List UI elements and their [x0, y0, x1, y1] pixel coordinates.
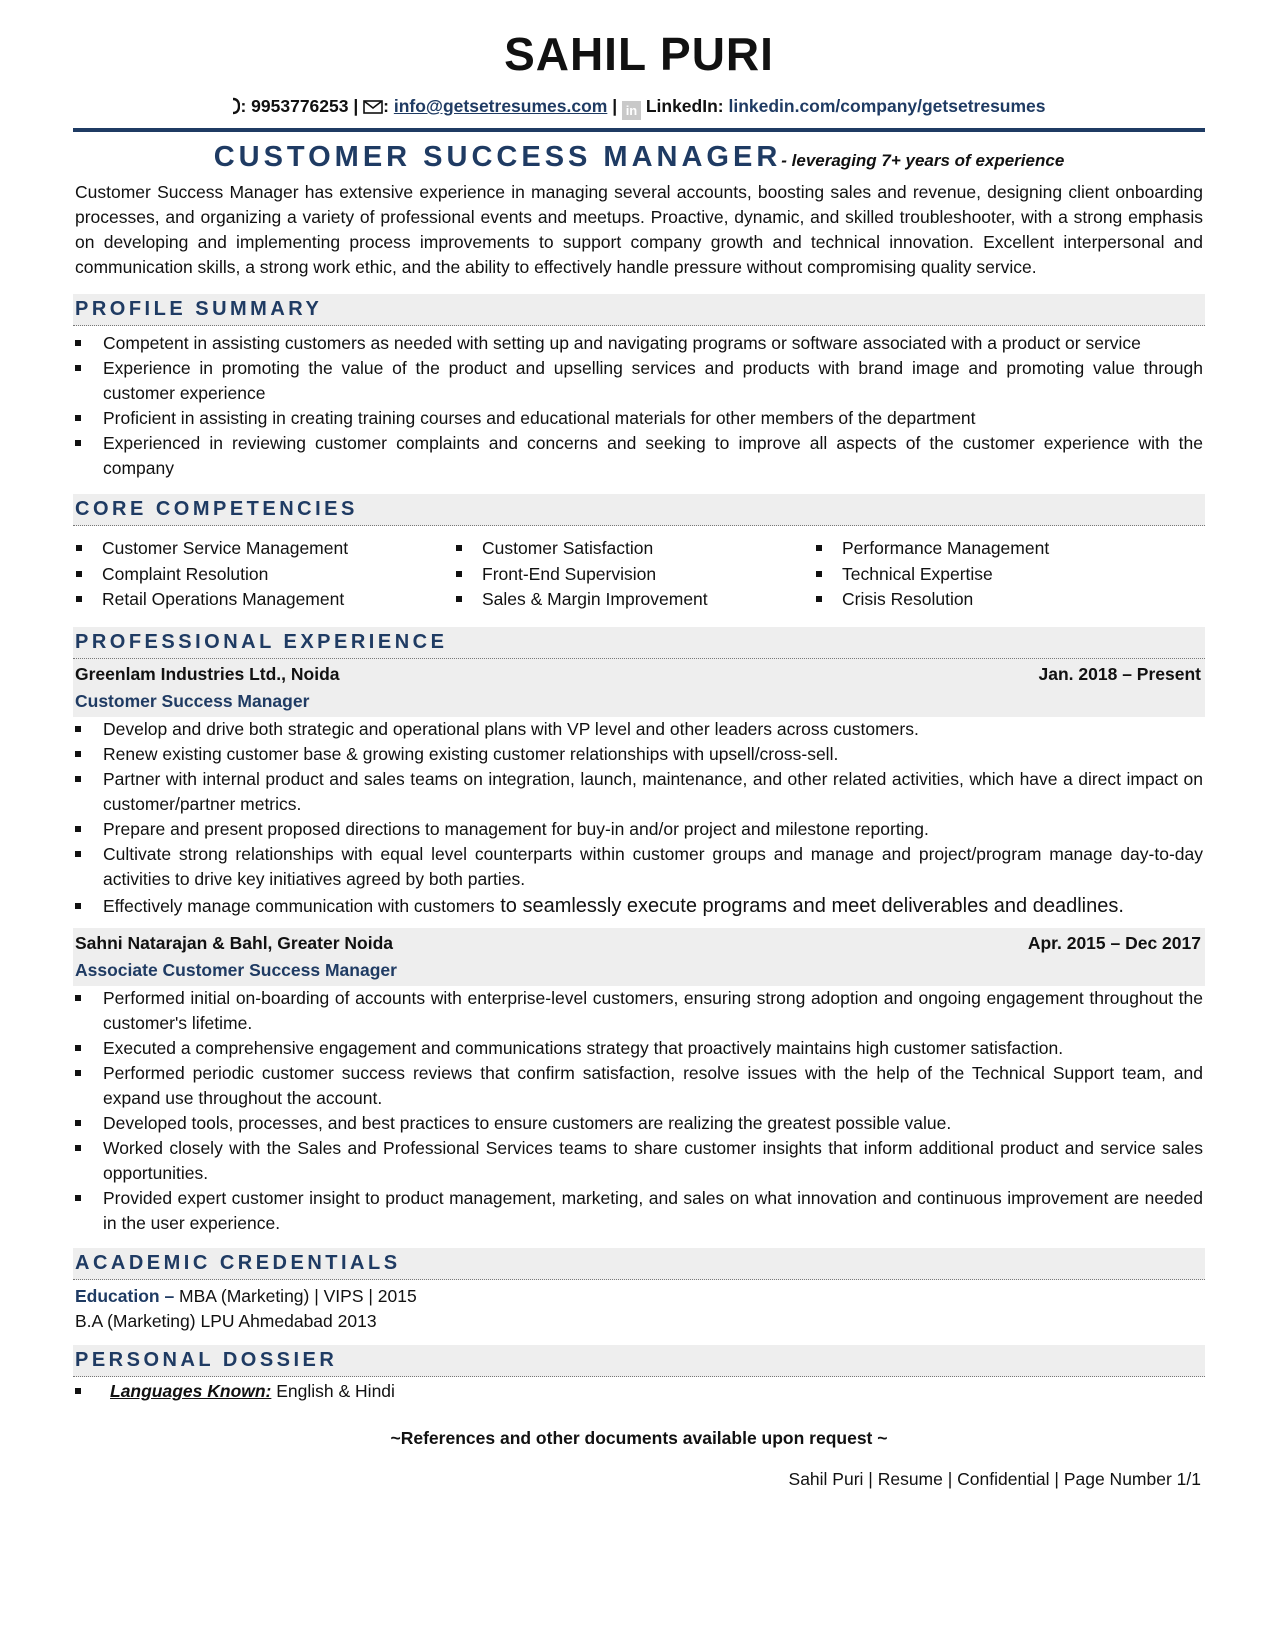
list-item: Experience in promoting the value of the product and upselling services and products with brand image and promoting value through customer experience — [73, 356, 1205, 406]
job-duties — [73, 717, 1205, 919]
education-label: Education – — [75, 1285, 175, 1306]
list-item: Renew existing customer base & growing existing customer relationships with upsell/cross-sell. — [73, 742, 1205, 767]
list-item: Partner with internal product and sales teams on integration, launch, maintenance, and other related activities, which have a direct impact on customer/partner metrics. — [73, 767, 1205, 817]
resume-page — [73, 0, 1205, 1490]
competency-item: Customer Service Management — [73, 536, 453, 562]
languages-label: Languages Known: — [110, 1380, 272, 1401]
list-item: Competent in assisting customers as needed with setting up and navigating programs or software associated with a product or service — [73, 331, 1205, 356]
job-company: Greenlam Industries Ltd., Noida — [75, 663, 340, 684]
section-heading-experience: PROFESSIONAL EXPERIENCE — [73, 627, 1205, 659]
email-link[interactable]: info@getsetresumes.com — [393, 96, 608, 116]
linkedin-label: LinkedIn: — [640, 96, 729, 116]
section-heading-academic: ACADEMIC CREDENTIALS — [73, 1248, 1205, 1280]
email-prefix: : — [383, 96, 394, 116]
competency-item: Performance Management — [813, 536, 1173, 562]
candidate-name: SAHIL PURI — [504, 28, 774, 80]
job-dates: Apr. 2015 – Dec 2017 — [1027, 932, 1201, 953]
list-item — [73, 894, 1205, 919]
list-item — [73, 1379, 1205, 1404]
competencies-grid — [73, 536, 1205, 613]
headline-subtitle: - leveraging 7+ years of experience — [781, 151, 1065, 170]
job-header — [73, 659, 1205, 717]
section-heading-profile: PROFILE SUMMARY — [73, 294, 1205, 326]
job-header — [73, 928, 1205, 986]
job-company-row — [75, 661, 1201, 688]
list-item: Worked closely with the Sales and Professional Services teams to share customer insights that inform additional product and service sales opportunities. — [73, 1136, 1205, 1186]
section-heading-competencies: CORE COMPETENCIES — [73, 494, 1205, 526]
references-note: ~References and other documents available upon request ~ — [390, 1427, 888, 1448]
list-item: Performed initial on-boarding of accounts with enterprise-level customers, ensuring strong adoption and ongoing engagement throughout the customer's lifetime. — [73, 986, 1205, 1036]
linkedin-link[interactable]: linkedin.com/company/getsetresumes — [728, 96, 1046, 116]
phone-number: : 9953776253 — [240, 96, 349, 116]
contact-line — [73, 94, 1205, 118]
envelope-icon — [363, 97, 383, 121]
competency-item: Front-End Supervision — [453, 562, 813, 588]
linkedin-icon: in — [622, 101, 641, 120]
intro-paragraph: Customer Success Manager has extensive experience in managing several accounts, boosting sales and revenue, designing client onboarding processes, and organizing a variety of professional events and meetups. Proactive, dynamic, and skilled troubleshooter, with a strong emphasis on developing and implementing process improvements to support company growth and technical innovation. Excellent interpersonal and communication skills, a strong work ethic, and the ability to effectively handle pressure without compromising quality service. — [75, 182, 1203, 277]
education-secondary: B.A (Marketing) LPU Ahmedabad 2013 — [75, 1310, 377, 1331]
headline-title: CUSTOMER SUCCESS MANAGER — [213, 141, 782, 173]
dossier-list — [73, 1379, 1205, 1404]
competencies-column — [453, 536, 813, 613]
competency-item: Sales & Margin Improvement — [453, 587, 813, 613]
competencies-column — [73, 536, 453, 613]
competency-item: Customer Satisfaction — [453, 536, 813, 562]
job-company-row — [75, 930, 1201, 957]
competencies-column — [813, 536, 1173, 613]
list-item-text-tail: to seamlessly execute programs and meet deliverables and deadlines. — [494, 894, 1124, 917]
competency-item: Complaint Resolution — [73, 562, 453, 588]
list-item: Experienced in reviewing customer complaints and concerns and seeking to improve all aspects of the customer experience with the company — [73, 431, 1205, 481]
job-dates: Jan. 2018 – Present — [1038, 663, 1201, 684]
competency-item: Technical Expertise — [813, 562, 1173, 588]
job-role: Associate Customer Success Manager — [75, 959, 397, 980]
header-divider — [73, 128, 1205, 132]
list-item: Developed tools, processes, and best practices to ensure customers are realizing the greatest possible value. — [73, 1111, 1205, 1136]
section-heading-dossier: PERSONAL DOSSIER — [73, 1345, 1205, 1377]
list-item: Prepare and present proposed directions to management for buy-in and/or project and milestone reporting. — [73, 817, 1205, 842]
list-item-text: Effectively manage communication with customers — [103, 895, 495, 916]
job-duties — [73, 986, 1205, 1236]
page-footer: Sahil Puri | Resume | Confidential | Page Number 1/1 — [788, 1468, 1201, 1489]
list-item: Executed a comprehensive engagement and communications strategy that proactively maintains high customer satisfaction. — [73, 1036, 1205, 1061]
list-item: Proficient in assisting in creating training courses and educational materials for other members of the department — [73, 406, 1205, 431]
list-item: Provided expert customer insight to product management, marketing, and sales on what innovation and continuous improvement are needed in the user experience. — [73, 1186, 1205, 1236]
headline — [73, 140, 1205, 174]
job-company: Sahni Natarajan & Bahl, Greater Noida — [75, 932, 394, 953]
education-line — [73, 1284, 1205, 1309]
separator: | — [607, 96, 622, 116]
job-role: Customer Success Manager — [75, 690, 310, 711]
competency-item: Retail Operations Management — [73, 587, 453, 613]
languages-value: English & Hindi — [271, 1380, 395, 1401]
profile-list — [73, 331, 1205, 481]
separator: | — [348, 96, 364, 116]
list-item: Performed periodic customer success reviews that confirm satisfaction, resolve issues with the help of the Technical Support team, and expand use throughout the account. — [73, 1061, 1205, 1111]
list-item: Develop and drive both strategic and operational plans with VP level and other leaders across customers. — [73, 717, 1205, 742]
competency-item: Crisis Resolution — [813, 587, 1173, 613]
list-item: Cultivate strong relationships with equal level counterparts within customer groups and manage and project/program manage day-to-day activities to drive key initiatives agreed by both parties. — [73, 842, 1205, 892]
education-primary: MBA (Marketing) | VIPS | 2015 — [174, 1285, 417, 1306]
